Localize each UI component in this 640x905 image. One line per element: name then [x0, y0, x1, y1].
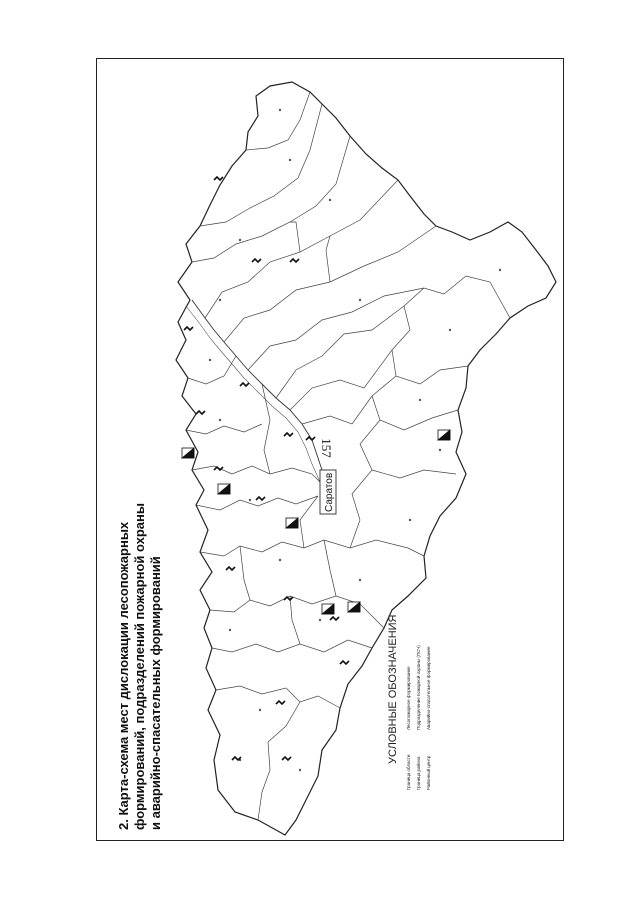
fire-unit-icon [284, 597, 293, 600]
map-title-line-3: и аварийно-спасательных формирований [148, 556, 163, 830]
map-title-line-2: формирований, подразделений пожарной охраны [132, 503, 147, 830]
fire-unit-icon [340, 661, 349, 664]
fire-unit-icons [184, 177, 349, 760]
fire-unit-icon [252, 259, 261, 262]
fire-unit-icon [284, 433, 293, 436]
fire-unit-icon [290, 259, 299, 262]
legend-label: Районный центр [426, 755, 431, 790]
fire-unit-icon [276, 701, 285, 704]
legend-label: Граница района [416, 756, 421, 790]
page-number: 157 [318, 438, 334, 458]
legend [387, 614, 431, 790]
city-saratov [320, 470, 336, 514]
fire-unit-icon [184, 327, 193, 330]
fire-unit-icon [214, 177, 223, 180]
district-boundaries [186, 92, 510, 820]
rescue-unit-icon [182, 448, 194, 458]
rescue-unit-icon [348, 602, 360, 612]
legend-label: Лесопожарное формирование [406, 666, 411, 730]
fire-unit-icon [330, 617, 339, 620]
legend-title: УСЛОВНЫЕ ОБОЗНАЧЕНИЯ [387, 614, 399, 764]
region-outline [176, 82, 556, 835]
fire-unit-icon [256, 497, 265, 500]
rescue-unit-icon [438, 430, 450, 440]
fire-unit-icon [282, 757, 291, 760]
fire-unit-icon [196, 411, 205, 414]
map-title [116, 503, 163, 830]
fire-unit-icon [240, 383, 249, 386]
rescue-unit-icon [322, 604, 334, 614]
legend-label: Граница области [406, 754, 411, 790]
city-label: Саратов [324, 472, 335, 512]
rescue-unit-icon [218, 484, 230, 494]
legend-label: Подразделение пожарной охраны (ПСЧ) [416, 645, 421, 730]
volga-river-bank [186, 306, 328, 500]
rescue-unit-icon [286, 518, 298, 528]
volga-river [192, 300, 332, 494]
settlement-dots [209, 109, 501, 771]
fire-unit-icon [306, 437, 315, 440]
legend-label: Аварийно-спасательное формирование [426, 646, 431, 730]
fire-unit-icon [226, 567, 235, 570]
map-title-line-1: 2. Карта-схема мест дислокации лесопожарных [116, 521, 131, 830]
rescue-unit-icons [182, 430, 450, 614]
